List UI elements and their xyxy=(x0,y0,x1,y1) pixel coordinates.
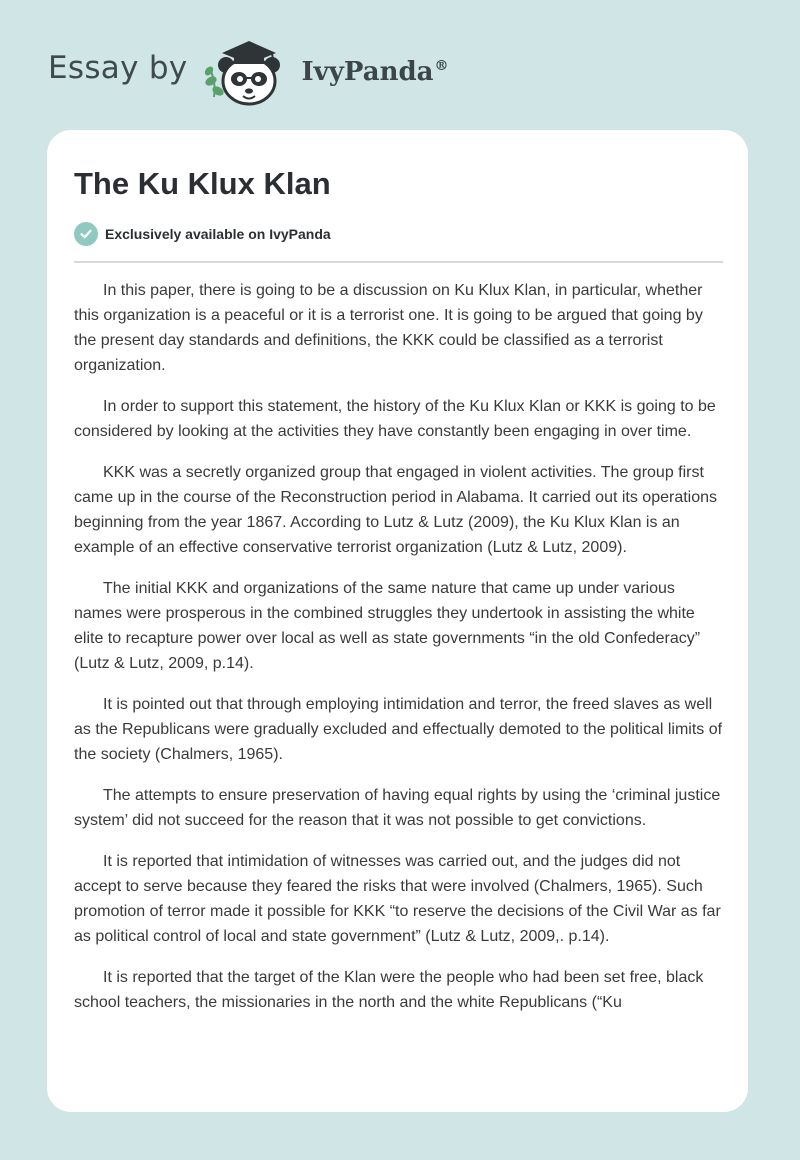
exclusive-badge xyxy=(74,221,331,247)
title-divider xyxy=(74,261,723,263)
registered-mark: ® xyxy=(434,58,449,75)
essay-card xyxy=(47,130,748,1112)
essay-body xyxy=(74,278,724,1031)
check-circle-icon xyxy=(74,222,98,246)
brand-header xyxy=(48,36,508,108)
paragraph: It is pointed out that through employing intimidation and terror, the freed slaves as well as the Republicans were gradually excluded and effectually demoted to the political limits of the society (Chalmers, 1965). xyxy=(74,696,723,763)
panda-logo-icon[interactable] xyxy=(202,35,298,109)
exclusive-badge-label: Exclusively available on IvyPanda xyxy=(105,226,331,242)
essay-title: The Ku Klux Klan xyxy=(74,166,331,201)
paragraph: KKK was a secretly organized group that engaged in violent activities. The group first came up in the course of the Reconstruction period in Alabama. It carried out its operations beginning from the year 1867. According to Lutz & Lutz (2009), the Ku Klux Klan is an example of an effective conservative terrorist organization (Lutz & Lutz, 2009). xyxy=(74,464,718,556)
paragraph: The initial KKK and organizations of the same nature that came up under various names were prosperous in the combined struggles they undertook in assisting the white elite to recapture power over local as well as state governments “in the old Confederacy” (Lutz & Lutz, 2009, p.14). xyxy=(74,580,701,672)
paragraph: The attempts to ensure preservation of having equal rights by using the ‘criminal justice system’ did not succeed for the reason that it was not possible to get convictions. xyxy=(74,787,721,829)
brand-name[interactable]: IvyPanda® xyxy=(301,57,449,87)
paragraph: In order to support this statement, the history of the Ku Klux Klan or KKK is going to be considered by looking at the activities they have constantly been engaging in over time. xyxy=(74,398,716,440)
essay-by-label: Essay by xyxy=(48,50,188,86)
paragraph: It is reported that intimidation of witnesses was carried out, and the judges did not accept to serve because they feared the risks that were involved (Chalmers, 1965). Such promotion of terror made it possible for KKK “to reserve the decisions of the Civil War as far as political control of local and state government” (Lutz & Lutz, 2009,. p.14). xyxy=(74,853,721,945)
paragraph: It is reported that the target of the Klan were the people who had been set free, black school teachers, the missionaries in the north and the white Republicans (“Ku xyxy=(74,969,704,1011)
paragraph: In this paper, there is going to be a discussion on Ku Klux Klan, in particular, whether this organization is a peaceful or it is a terrorist one. It is going to be argued that going by the present day standards and definitions, the KKK could be classified as a terrorist organization. xyxy=(74,282,703,374)
